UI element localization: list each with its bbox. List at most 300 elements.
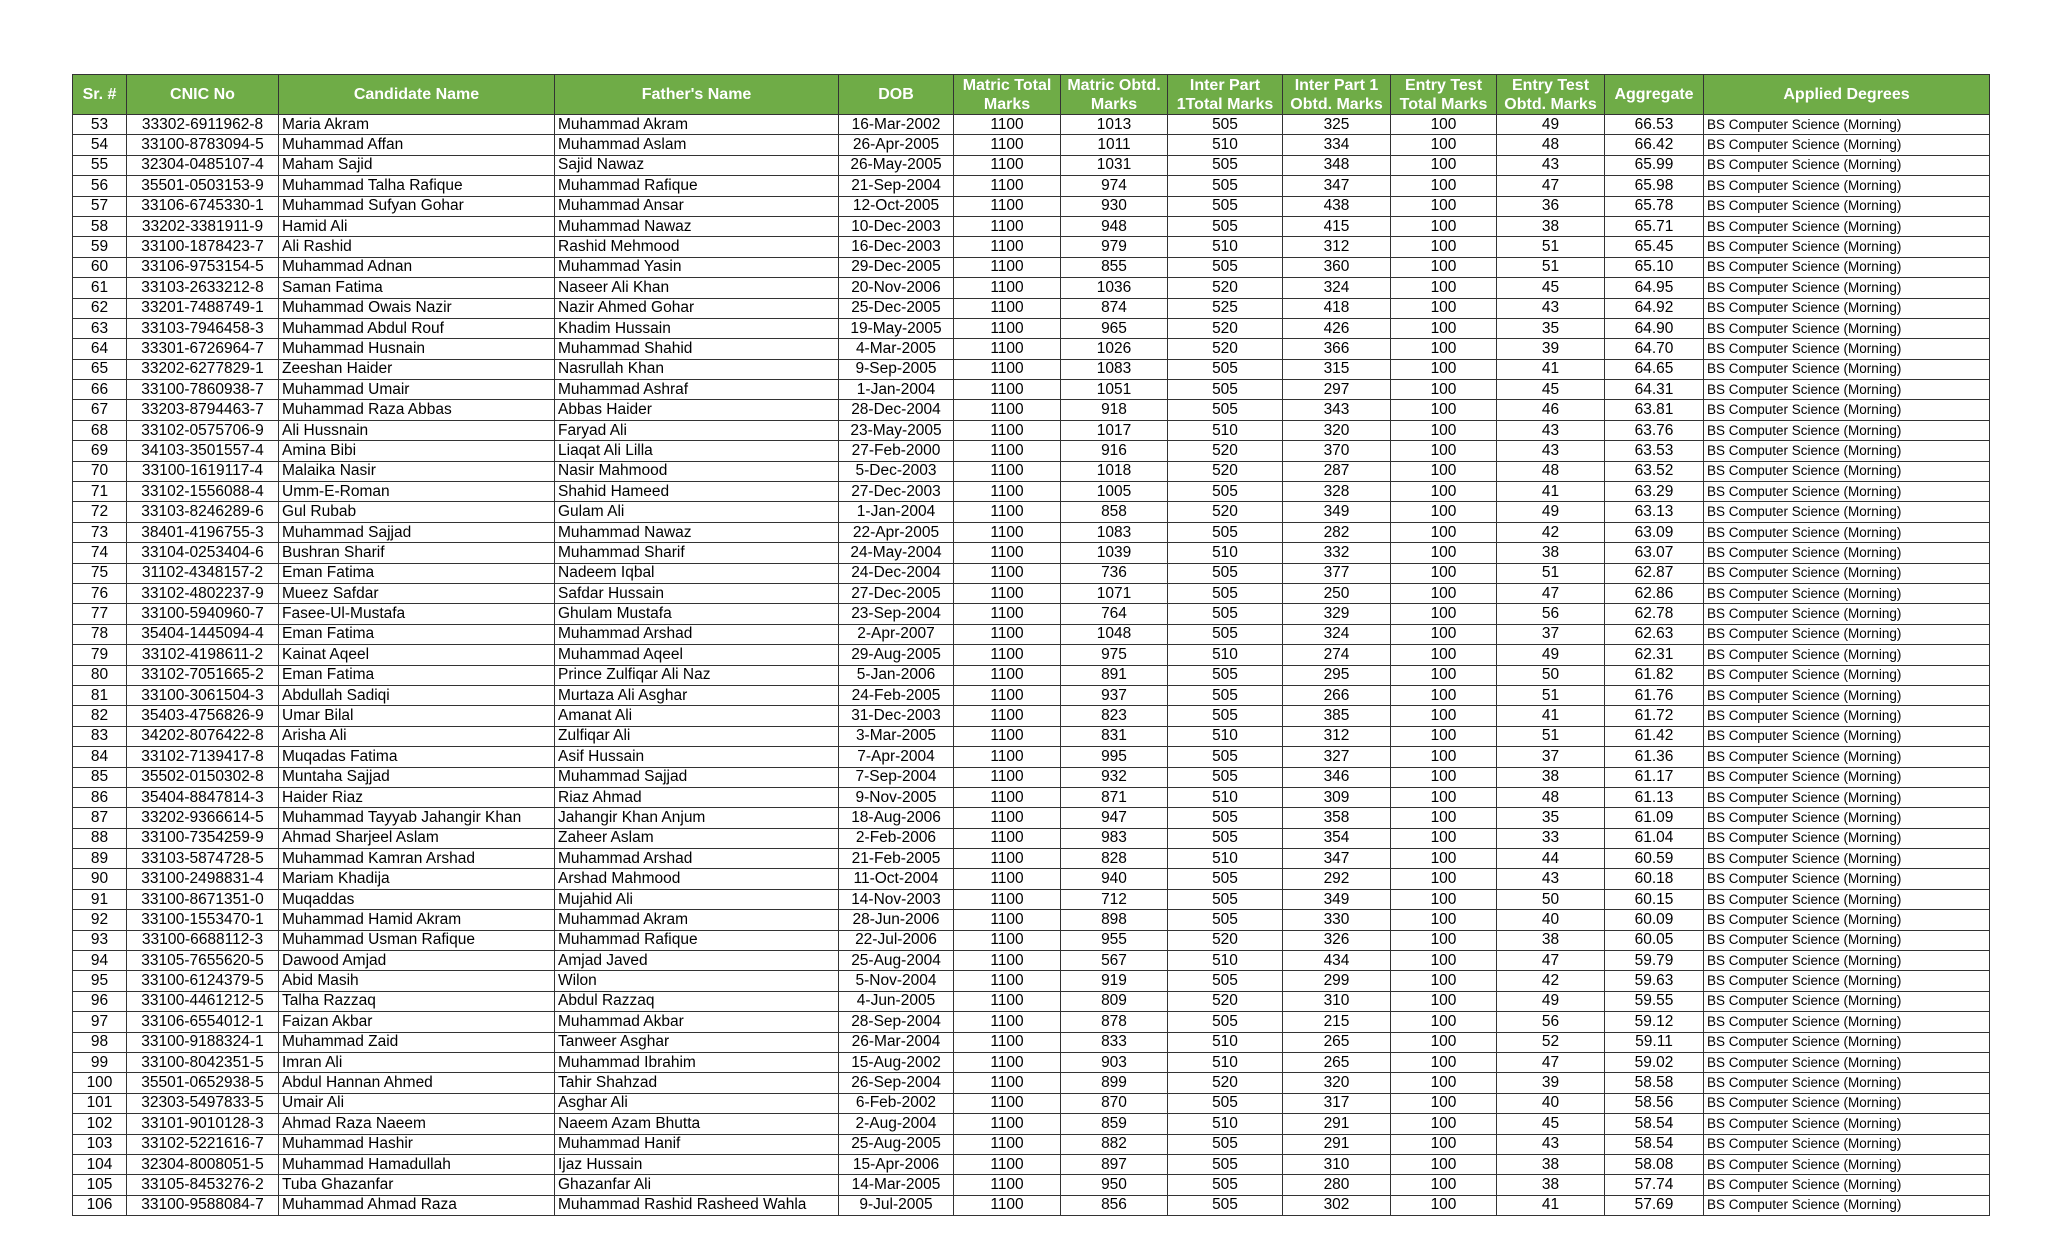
- candidate-name-cell: Talha Razzaq: [279, 991, 555, 1011]
- entry-test-obtained-cell: 47: [1497, 951, 1605, 971]
- cnic-cell: 33100-2498831-4: [127, 869, 279, 889]
- table-row: [73, 216, 1990, 236]
- matric-total-cell: 1100: [954, 787, 1061, 807]
- entry-test-total-cell: 100: [1391, 563, 1497, 583]
- table-row: [73, 461, 1990, 481]
- dob-cell: 16-Mar-2002: [839, 115, 954, 135]
- entry-test-total-cell: 100: [1391, 400, 1497, 420]
- table-row: [73, 869, 1990, 889]
- sr-no-cell: 85: [73, 767, 127, 787]
- applied-degree-cell: BS Computer Science (Morning): [1704, 910, 1990, 930]
- inter-obtained-cell: 325: [1283, 115, 1391, 135]
- cnic-cell: 33103-2633212-8: [127, 278, 279, 298]
- entry-test-total-cell: 100: [1391, 685, 1497, 705]
- entry-test-total-cell: 100: [1391, 380, 1497, 400]
- inter-total-cell: 505: [1168, 563, 1283, 583]
- matric-obtained-cell: 874: [1061, 298, 1168, 318]
- entry-test-total-cell: 100: [1391, 951, 1497, 971]
- sr-no-cell: 86: [73, 787, 127, 807]
- entry-test-total-cell: 100: [1391, 339, 1497, 359]
- candidate-name-cell: Maria Akram: [279, 115, 555, 135]
- father-name-cell: Nadeem Iqbal: [555, 563, 839, 583]
- applied-degrees-header: Applied Degrees: [1704, 75, 1990, 115]
- matric-total-cell: 1100: [954, 1154, 1061, 1174]
- matric-obtained-cell: 809: [1061, 991, 1168, 1011]
- dob-cell: 11-Oct-2004: [839, 869, 954, 889]
- sr-no-cell: 64: [73, 339, 127, 359]
- table-row: [73, 645, 1990, 665]
- matric-total-cell: 1100: [954, 155, 1061, 175]
- inter-total-cell: 505: [1168, 1012, 1283, 1032]
- dob-cell: 24-Dec-2004: [839, 563, 954, 583]
- sr-no-cell: 83: [73, 726, 127, 746]
- aggregate-cell: 61.82: [1605, 665, 1704, 685]
- father-name-cell: Jahangir Khan Anjum: [555, 808, 839, 828]
- candidate-name-cell: Muhammad Adnan: [279, 257, 555, 277]
- applied-degree-cell: BS Computer Science (Morning): [1704, 951, 1990, 971]
- entry-test-total-cell: 100: [1391, 237, 1497, 257]
- candidate-name-cell: Muhammad Sajjad: [279, 522, 555, 542]
- sr-no-cell: 105: [73, 1175, 127, 1195]
- matric-obtained-cell: 937: [1061, 685, 1168, 705]
- inter-total-cell: 505: [1168, 1134, 1283, 1154]
- entry-test-total-header: Entry Test Total Marks: [1391, 75, 1497, 115]
- table-row: [73, 583, 1990, 603]
- table-row: [73, 604, 1990, 624]
- cnic-cell: 33104-0253404-6: [127, 543, 279, 563]
- applied-degree-cell: BS Computer Science (Morning): [1704, 563, 1990, 583]
- aggregate-cell: 62.87: [1605, 563, 1704, 583]
- matric-total-cell: 1100: [954, 685, 1061, 705]
- inter-total-cell: 505: [1168, 604, 1283, 624]
- father-name-cell: Muhammad Aqeel: [555, 645, 839, 665]
- table-row: [73, 685, 1990, 705]
- candidate-name-cell: Muhammad Tayyab Jahangir Khan: [279, 808, 555, 828]
- inter-total-cell: 505: [1168, 196, 1283, 216]
- cnic-cell: 35404-8847814-3: [127, 787, 279, 807]
- father-name-cell: Muhammad Sharif: [555, 543, 839, 563]
- aggregate-cell: 60.15: [1605, 889, 1704, 909]
- entry-test-total-cell: 100: [1391, 115, 1497, 135]
- entry-test-obtained-cell: 38: [1497, 216, 1605, 236]
- entry-test-total-cell: 100: [1391, 257, 1497, 277]
- aggregate-cell: 59.63: [1605, 971, 1704, 991]
- applied-degree-cell: BS Computer Science (Morning): [1704, 808, 1990, 828]
- entry-test-obtained-cell: 43: [1497, 441, 1605, 461]
- inter-obtained-cell: 320: [1283, 420, 1391, 440]
- matric-total-cell: 1100: [954, 318, 1061, 338]
- entry-test-obtained-cell: 41: [1497, 359, 1605, 379]
- aggregate-cell: 61.36: [1605, 747, 1704, 767]
- matric-total-cell: 1100: [954, 563, 1061, 583]
- table-row: [73, 522, 1990, 542]
- inter-obtained-cell: 385: [1283, 706, 1391, 726]
- table-row: [73, 706, 1990, 726]
- father-name-cell: Muhammad Sajjad: [555, 767, 839, 787]
- matric-total-cell: 1100: [954, 176, 1061, 196]
- matric-total-cell: 1100: [954, 849, 1061, 869]
- matric-total-cell: 1100: [954, 1052, 1061, 1072]
- cnic-cell: 33100-8671351-0: [127, 889, 279, 909]
- dob-cell: 27-Dec-2005: [839, 583, 954, 603]
- inter-total-cell: 510: [1168, 135, 1283, 155]
- applied-degree-cell: BS Computer Science (Morning): [1704, 604, 1990, 624]
- applied-degree-cell: BS Computer Science (Morning): [1704, 767, 1990, 787]
- dob-cell: 28-Jun-2006: [839, 910, 954, 930]
- table-row: [73, 155, 1990, 175]
- entry-test-total-cell: 100: [1391, 461, 1497, 481]
- father-name-cell: Prince Zulfiqar Ali Naz: [555, 665, 839, 685]
- entry-test-obtained-cell: 37: [1497, 624, 1605, 644]
- matric-obtained-cell: 955: [1061, 930, 1168, 950]
- applied-degree-cell: BS Computer Science (Morning): [1704, 726, 1990, 746]
- father-name-cell: Mujahid Ali: [555, 889, 839, 909]
- table-row: [73, 767, 1990, 787]
- table-row: [73, 563, 1990, 583]
- inter-total-cell: 520: [1168, 1073, 1283, 1093]
- applied-degree-cell: BS Computer Science (Morning): [1704, 991, 1990, 1011]
- father-name-cell: Ghazanfar Ali: [555, 1175, 839, 1195]
- applied-degree-cell: BS Computer Science (Morning): [1704, 278, 1990, 298]
- sr-no-cell: 77: [73, 604, 127, 624]
- father-name-cell: Gulam Ali: [555, 502, 839, 522]
- cnic-cell: 35502-0150302-8: [127, 767, 279, 787]
- dob-cell: 14-Mar-2005: [839, 1175, 954, 1195]
- aggregate-header: Aggregate: [1605, 75, 1704, 115]
- entry-test-obtained-cell: 38: [1497, 543, 1605, 563]
- entry-test-total-cell: 100: [1391, 420, 1497, 440]
- cnic-cell: 33102-4802237-9: [127, 583, 279, 603]
- matric-total-cell: 1100: [954, 543, 1061, 563]
- entry-test-total-cell: 100: [1391, 298, 1497, 318]
- father-name-cell: Muhammad Akbar: [555, 1012, 839, 1032]
- sr-no-cell: 58: [73, 216, 127, 236]
- aggregate-cell: 60.05: [1605, 930, 1704, 950]
- matric-total-cell: 1100: [954, 135, 1061, 155]
- inter-obtained-cell: 291: [1283, 1134, 1391, 1154]
- candidate-name-cell: Fasee-Ul-Mustafa: [279, 604, 555, 624]
- matric-total-cell: 1100: [954, 971, 1061, 991]
- table-row: [73, 196, 1990, 216]
- matric-obtained-cell: 828: [1061, 849, 1168, 869]
- inter-obtained-cell: 343: [1283, 400, 1391, 420]
- cnic-cell: 33103-5874728-5: [127, 849, 279, 869]
- matric-obtained-cell: 995: [1061, 747, 1168, 767]
- aggregate-cell: 58.54: [1605, 1134, 1704, 1154]
- inter-obtained-cell: 426: [1283, 318, 1391, 338]
- matric-total-cell: 1100: [954, 1093, 1061, 1113]
- matric-total-cell: 1100: [954, 604, 1061, 624]
- dob-cell: 26-Mar-2004: [839, 1032, 954, 1052]
- candidate-name-cell: Muhammad Raza Abbas: [279, 400, 555, 420]
- father-name-cell: Muhammad Akram: [555, 910, 839, 930]
- father-name-cell: Nasir Mahmood: [555, 461, 839, 481]
- applied-degree-cell: BS Computer Science (Morning): [1704, 318, 1990, 338]
- candidate-name-cell: Malaika Nasir: [279, 461, 555, 481]
- table-row: [73, 1154, 1990, 1174]
- inter-obtained-cell: 274: [1283, 645, 1391, 665]
- matric-total-cell: 1100: [954, 1032, 1061, 1052]
- dob-cell: 15-Apr-2006: [839, 1154, 954, 1174]
- sr-no-cell: 80: [73, 665, 127, 685]
- candidate-name-cell: Imran Ali: [279, 1052, 555, 1072]
- dob-cell: 10-Dec-2003: [839, 216, 954, 236]
- dob-cell: 25-Aug-2004: [839, 951, 954, 971]
- matric-obtained-cell: 1005: [1061, 482, 1168, 502]
- candidate-name-cell: Muhammad Zaid: [279, 1032, 555, 1052]
- dob-cell: 28-Sep-2004: [839, 1012, 954, 1032]
- applied-degree-cell: BS Computer Science (Morning): [1704, 747, 1990, 767]
- inter-obtained-cell: 324: [1283, 624, 1391, 644]
- aggregate-cell: 65.45: [1605, 237, 1704, 257]
- dob-cell: 29-Dec-2005: [839, 257, 954, 277]
- matric-obtained-cell: 859: [1061, 1114, 1168, 1134]
- entry-test-obtained-cell: 49: [1497, 645, 1605, 665]
- matric-total-cell: 1100: [954, 1195, 1061, 1215]
- sr-no-cell: 53: [73, 115, 127, 135]
- matric-obtained-cell: 983: [1061, 828, 1168, 848]
- table-row: [73, 278, 1990, 298]
- candidate-name-cell: Muhammad Sufyan Gohar: [279, 196, 555, 216]
- inter-total-cell: 520: [1168, 318, 1283, 338]
- entry-test-obtained-cell: 51: [1497, 237, 1605, 257]
- father-name-cell: Tahir Shahzad: [555, 1073, 839, 1093]
- matric-obtained-cell: 1083: [1061, 359, 1168, 379]
- applied-degree-cell: BS Computer Science (Morning): [1704, 1154, 1990, 1174]
- inter-total-cell: 505: [1168, 257, 1283, 277]
- sr-no-cell: 73: [73, 522, 127, 542]
- entry-test-obtained-cell: 37: [1497, 747, 1605, 767]
- aggregate-cell: 64.70: [1605, 339, 1704, 359]
- inter-total-cell: 505: [1168, 971, 1283, 991]
- applied-degree-cell: BS Computer Science (Morning): [1704, 1032, 1990, 1052]
- inter-total-cell: 505: [1168, 1154, 1283, 1174]
- matric-obtained-cell: 712: [1061, 889, 1168, 909]
- entry-test-total-cell: 100: [1391, 482, 1497, 502]
- candidate-name-cell: Faizan Akbar: [279, 1012, 555, 1032]
- sr-no-cell: 82: [73, 706, 127, 726]
- entry-test-total-cell: 100: [1391, 1052, 1497, 1072]
- father-name-cell: Liaqat Ali Lilla: [555, 441, 839, 461]
- dob-cell: 26-Apr-2005: [839, 135, 954, 155]
- cnic-cell: 33106-6745330-1: [127, 196, 279, 216]
- father-name-cell: Muhammad Yasin: [555, 257, 839, 277]
- sr-no-cell: 76: [73, 583, 127, 603]
- candidate-name-cell: Eman Fatima: [279, 665, 555, 685]
- matric-obtained-cell: 1039: [1061, 543, 1168, 563]
- applied-degree-cell: BS Computer Science (Morning): [1704, 196, 1990, 216]
- table-row: [73, 1012, 1990, 1032]
- sr-no-cell: 92: [73, 910, 127, 930]
- table-row: [73, 849, 1990, 869]
- matric-total-cell: 1100: [954, 665, 1061, 685]
- father-name-cell: Muhammad Rafique: [555, 176, 839, 196]
- applied-degree-cell: BS Computer Science (Morning): [1704, 665, 1990, 685]
- table-row: [73, 910, 1990, 930]
- applied-degree-cell: BS Computer Science (Morning): [1704, 706, 1990, 726]
- entry-test-obtained-cell: 43: [1497, 298, 1605, 318]
- sr-no-cell: 74: [73, 543, 127, 563]
- entry-test-obtained-cell: 36: [1497, 196, 1605, 216]
- inter-total-cell: 510: [1168, 1114, 1283, 1134]
- father-name-cell: Zaheer Aslam: [555, 828, 839, 848]
- sr-no-cell: 60: [73, 257, 127, 277]
- entry-test-total-cell: 100: [1391, 318, 1497, 338]
- dob-cell: 25-Dec-2005: [839, 298, 954, 318]
- inter-total-cell: 505: [1168, 400, 1283, 420]
- applied-degree-cell: BS Computer Science (Morning): [1704, 441, 1990, 461]
- inter-obtained-cell: 312: [1283, 726, 1391, 746]
- entry-test-total-cell: 100: [1391, 624, 1497, 644]
- applied-degree-cell: BS Computer Science (Morning): [1704, 1052, 1990, 1072]
- aggregate-cell: 61.76: [1605, 685, 1704, 705]
- applied-degree-cell: BS Computer Science (Morning): [1704, 176, 1990, 196]
- aggregate-cell: 64.90: [1605, 318, 1704, 338]
- entry-test-obtained-cell: 38: [1497, 1154, 1605, 1174]
- aggregate-cell: 57.74: [1605, 1175, 1704, 1195]
- inter-total-cell: 520: [1168, 502, 1283, 522]
- entry-test-obtained-cell: 49: [1497, 502, 1605, 522]
- father-name-cell: Naseer Ali Khan: [555, 278, 839, 298]
- matric-total-cell: 1100: [954, 237, 1061, 257]
- inter-total-cell: 505: [1168, 747, 1283, 767]
- aggregate-cell: 63.52: [1605, 461, 1704, 481]
- dob-cell: 2-Aug-2004: [839, 1114, 954, 1134]
- entry-test-total-cell: 100: [1391, 747, 1497, 767]
- matric-total-cell: 1100: [954, 889, 1061, 909]
- dob-cell: 18-Aug-2006: [839, 808, 954, 828]
- candidate-name-cell: Muhammad Hamadullah: [279, 1154, 555, 1174]
- cnic-cell: 33201-7488749-1: [127, 298, 279, 318]
- entry-test-total-cell: 100: [1391, 889, 1497, 909]
- aggregate-cell: 65.78: [1605, 196, 1704, 216]
- inter-obtained-cell: 299: [1283, 971, 1391, 991]
- table-row: [73, 665, 1990, 685]
- matric-total-cell: 1100: [954, 522, 1061, 542]
- aggregate-cell: 61.72: [1605, 706, 1704, 726]
- entry-test-obtained-cell: 56: [1497, 604, 1605, 624]
- entry-test-obtained-cell: 39: [1497, 1073, 1605, 1093]
- candidate-name-cell: Abdullah Sadiqi: [279, 685, 555, 705]
- sr-no-cell: 68: [73, 420, 127, 440]
- inter-total-cell: 505: [1168, 1195, 1283, 1215]
- table-body: [73, 115, 1990, 1216]
- table-row: [73, 115, 1990, 135]
- matric-total-cell: 1100: [954, 808, 1061, 828]
- candidate-name-cell: Muhammad Husnain: [279, 339, 555, 359]
- matric-obtained-cell: 736: [1061, 563, 1168, 583]
- inter-total-cell: 505: [1168, 1093, 1283, 1113]
- cnic-cell: 33102-7051665-2: [127, 665, 279, 685]
- inter-total-cell: 505: [1168, 808, 1283, 828]
- entry-test-total-cell: 100: [1391, 971, 1497, 991]
- cnic-cell: 33100-8783094-5: [127, 135, 279, 155]
- matric-obtained-cell: 930: [1061, 196, 1168, 216]
- cnic-cell: 33202-9366614-5: [127, 808, 279, 828]
- inter-total-cell: 505: [1168, 380, 1283, 400]
- entry-test-obtained-cell: 43: [1497, 869, 1605, 889]
- inter-total-cell: 505: [1168, 1175, 1283, 1195]
- father-name-cell: Abdul Razzaq: [555, 991, 839, 1011]
- father-name-cell: Muhammad Arshad: [555, 849, 839, 869]
- dob-cell: 9-Nov-2005: [839, 787, 954, 807]
- entry-test-obtained-cell: 40: [1497, 1093, 1605, 1113]
- matric-obtained-cell: 898: [1061, 910, 1168, 930]
- table-row: [73, 930, 1990, 950]
- aggregate-cell: 64.31: [1605, 380, 1704, 400]
- inter-total-cell: 505: [1168, 583, 1283, 603]
- sr-no-cell: 78: [73, 624, 127, 644]
- father-name-cell: Riaz Ahmad: [555, 787, 839, 807]
- table-header: [73, 75, 1990, 115]
- aggregate-cell: 58.58: [1605, 1073, 1704, 1093]
- applied-degree-cell: BS Computer Science (Morning): [1704, 482, 1990, 502]
- table-row: [73, 135, 1990, 155]
- entry-test-obtained-cell: 43: [1497, 1134, 1605, 1154]
- table-row: [73, 971, 1990, 991]
- sr-no-cell: 89: [73, 849, 127, 869]
- entry-test-total-cell: 100: [1391, 1134, 1497, 1154]
- dob-cell: 29-Aug-2005: [839, 645, 954, 665]
- inter-obtained-cell: 287: [1283, 461, 1391, 481]
- candidate-name-cell: Tuba Ghazanfar: [279, 1175, 555, 1195]
- father-name-cell: Nasrullah Khan: [555, 359, 839, 379]
- aggregate-cell: 66.53: [1605, 115, 1704, 135]
- candidate-name-cell: Maham Sajid: [279, 155, 555, 175]
- candidate-name-cell: Abid Masih: [279, 971, 555, 991]
- inter-obtained-cell: 312: [1283, 237, 1391, 257]
- applied-degree-cell: BS Computer Science (Morning): [1704, 645, 1990, 665]
- inter-obtained-cell: 324: [1283, 278, 1391, 298]
- dob-cell: 15-Aug-2002: [839, 1052, 954, 1072]
- father-name-cell: Muhammad Hanif: [555, 1134, 839, 1154]
- matric-obtained-cell: 1048: [1061, 624, 1168, 644]
- cnic-cell: 33100-7354259-9: [127, 828, 279, 848]
- matric-obtained-cell: 856: [1061, 1195, 1168, 1215]
- dob-cell: 23-May-2005: [839, 420, 954, 440]
- inter-obtained-cell: 215: [1283, 1012, 1391, 1032]
- candidate-name-cell: Bushran Sharif: [279, 543, 555, 563]
- sr-no-cell: 61: [73, 278, 127, 298]
- cnic-cell: 33106-6554012-1: [127, 1012, 279, 1032]
- table-row: [73, 889, 1990, 909]
- candidate-name-cell: Eman Fatima: [279, 563, 555, 583]
- matric-obtained-cell: 974: [1061, 176, 1168, 196]
- candidate-name-cell: Muntaha Sajjad: [279, 767, 555, 787]
- matric-total-cell: 1100: [954, 1114, 1061, 1134]
- matric-total-cell: 1100: [954, 502, 1061, 522]
- table-row: [73, 339, 1990, 359]
- sr-no-cell: 90: [73, 869, 127, 889]
- entry-test-obtained-cell: 47: [1497, 1052, 1605, 1072]
- candidate-name-cell: Umar Bilal: [279, 706, 555, 726]
- inter-obtained-cell: 309: [1283, 787, 1391, 807]
- table-row: [73, 1093, 1990, 1113]
- matric-obtained-cell: 1083: [1061, 522, 1168, 542]
- dob-cell: 4-Jun-2005: [839, 991, 954, 1011]
- father-name-cell: Naeem Azam Bhutta: [555, 1114, 839, 1134]
- inter-total-header: Inter Part 1Total Marks: [1168, 75, 1283, 115]
- entry-test-total-cell: 100: [1391, 583, 1497, 603]
- matric-total-cell: 1100: [954, 991, 1061, 1011]
- inter-total-cell: 510: [1168, 1032, 1283, 1052]
- father-name-cell: Faryad Ali: [555, 420, 839, 440]
- inter-total-cell: 505: [1168, 889, 1283, 909]
- cnic-cell: 33100-1878423-7: [127, 237, 279, 257]
- matric-obtained-cell: 833: [1061, 1032, 1168, 1052]
- dob-cell: 24-May-2004: [839, 543, 954, 563]
- applied-degree-cell: BS Computer Science (Morning): [1704, 828, 1990, 848]
